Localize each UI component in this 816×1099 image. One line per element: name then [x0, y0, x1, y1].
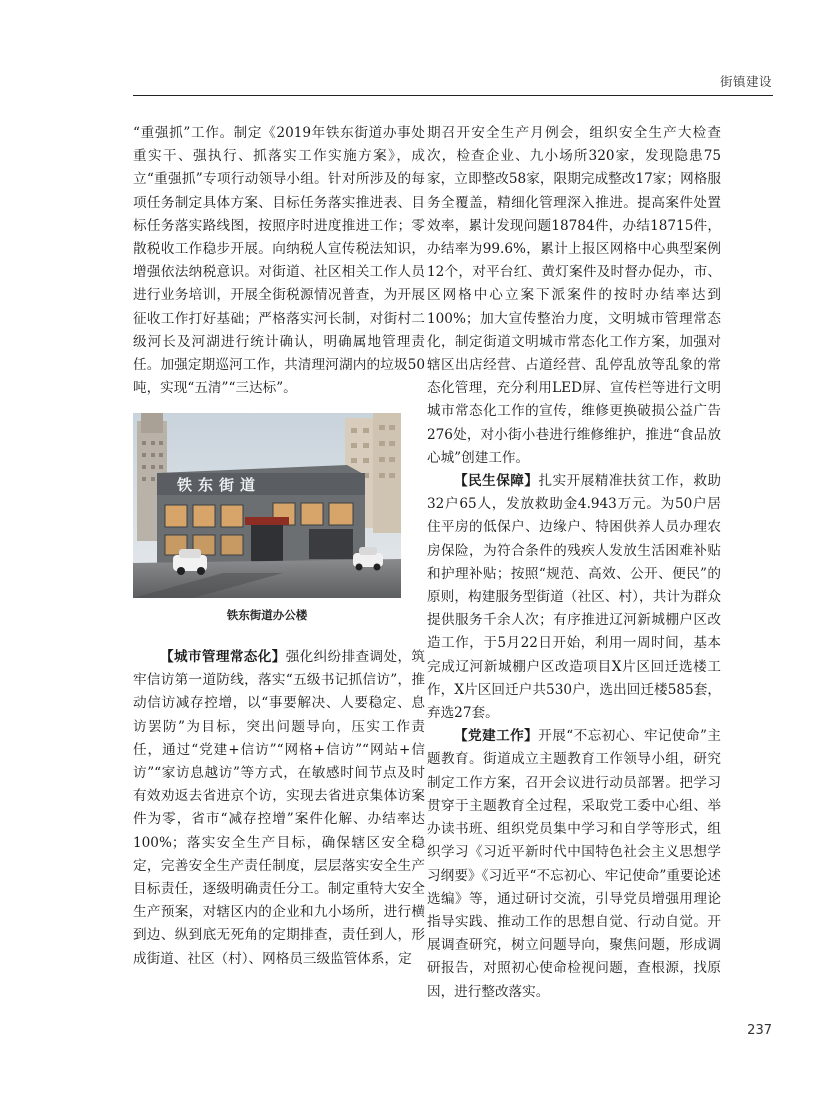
- section-keyword: 【民生保障】: [454, 473, 539, 490]
- paragraph-text: 开展“不忘初心、牢记使命”主题教育。街道成立主题教育工作领导小组，研究制定工作方案，召开会议进行动员部署。把学习贯穿于主题教育全过程，采取党工委中心组、举办读书班、组织党员集中学习和自学等形式，组织学习《习近平新时代中国特色社会主义思想学习纲要》《习近平“不忘初心、牢记使命”重要论述选编》等，通过研讨交流，引导党员增强用理论指导实践、推动工作的思想自觉、行动自觉。开展调查研究，树立问题导向，聚焦问题，形成调研报告，对照初心使命检视问题，查根源，找原因，进行整改落实。: [427, 728, 721, 1000]
- paragraph-text: 强化纠纷排查调处，筑牢信访第一道防线，落实“五级书记抓信访”，推动信访减存控增，以“事要解决、人要稳定、息访罢防”为目标，突出问题导向，压实工作责任，通过“党建+信访”“网格+信访”“网站+信访”“家访息越访”等方式，在敏感时间节点及时有效劝返去省进京个访，实现去省进京集体访案件为零，省市“减存控增”案件化解、办结率达100%；落实安全生产目标，确保辖区安全稳定，完善安全生产责任制度，层层落实安全生产目标责任，逐级明确责任分工。制定重特大安全生产预案，对辖区内的企业和九小场所，进行横到边、纵到底无死角的定期排查，责任到人，形成街道、社区（村）、网格员三级监管体系，定: [133, 649, 425, 967]
- paragraph-text: 扎实开展精准扶贫工作，救助32户65人，发放救助金4.943万元。为50户居住平房的低保户、边缘户、特困供养人员办理农房保险，为符合条件的残疾人发放生活困难补贴和护理补贴；按照“规范、高效、公开、便民”的原则，构建服务型街道（社区、村），共计为群众提供服务千余人次；有序推进辽河新城棚户区改造工作，于5月22日开始，利用一周时间，基本完成辽河新城棚户区改造项目X片区回迁选楼工作，X片区回迁户共530户，选出回迁楼585套，弃选27套。: [427, 473, 721, 722]
- paragraph: 期召开安全生产月例会，组织安全生产大检查次，检查企业、九小场所320家，发现隐患75家，立即整改58家，限期完成整改17家；网格服务全覆盖，精细化管理深入推进。提高案件处置效率，累计发现问题18784件，办结18715件，办结率为99.6%，累计上报区网格中心典型案例12个，对平台红、黄灯案件及时督办促办，市、区网格中心立案下派案件的按时办结率达到100%；加大宣传整治力度，文明城市管理常态化，制定街道文明城市常态化工作方案，加强对辖区出店经营、占道经营、乱停乱放等乱象的常态化管理，充分利用LED屏、宣传栏等进行文明城市常态化工作的宣传，维修更换破损公益广告276处，对小街小巷进行维修维护，推进“食品放心城”创建工作。: [427, 125, 721, 466]
- left-column-top: [133, 122, 425, 400]
- photo-caption: 铁东街道办公楼: [226, 608, 308, 622]
- paragraph-livelihood: [427, 470, 721, 725]
- left-column-bottom: [133, 646, 425, 971]
- section-keyword: 【城市管理常态化】: [160, 649, 286, 665]
- right-column: [427, 122, 721, 1004]
- paragraph-party-building: [427, 725, 721, 1003]
- header-rule: [133, 95, 773, 96]
- page-number: 237: [747, 1023, 772, 1038]
- paragraph-urban-management: [133, 646, 425, 971]
- building-sign-text: 铁东街道: [177, 476, 262, 494]
- section-keyword: 【党建工作】: [454, 728, 539, 745]
- photo-illustration: [133, 413, 401, 598]
- paragraph: “重强抓”工作。制定《2019年铁东街道办事处重实干、强执行、抓落实工作实施方案》，成立“重强抓”专项行动领导小组。针对所涉及的每项任务制定具体方案、目标任务落实推进表、目标任务落实路线图，按照序时进度推进工作；零散税收工作稳步开展。向纳税人宣传税法知识，增强依法纳税意识。对街道、社区相关工作人员进行业务培训，开展全街税源情况普查，为开展征收工作打好基础；严格落实河长制，对街村二级河长及河湖进行统计确认，明确属地管理责任。加强定期巡河工作，共清理河湖内的垃圾50吨，实现“五清”“三达标”。: [133, 125, 425, 397]
- office-building-photo: [133, 413, 401, 598]
- running-header: 街镇建设: [719, 74, 772, 89]
